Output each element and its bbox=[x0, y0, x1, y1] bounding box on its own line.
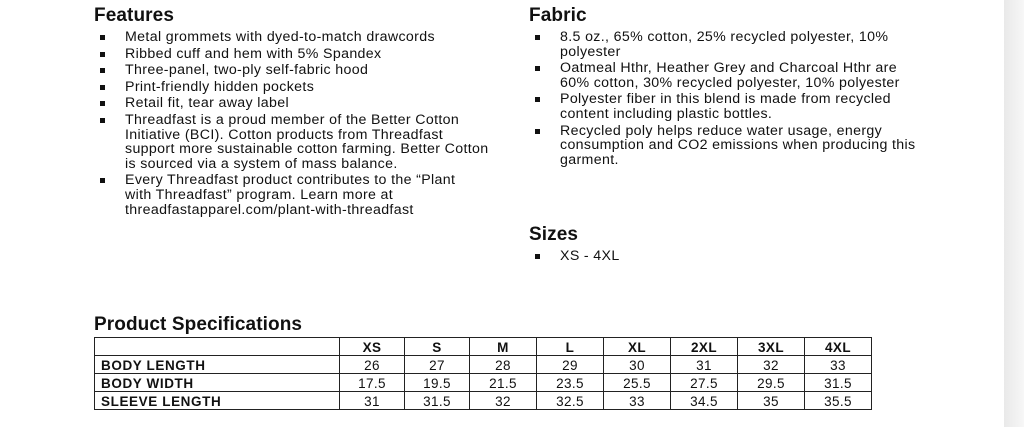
list-item bbox=[529, 249, 929, 264]
table-cell: 25.5 bbox=[604, 374, 671, 392]
bullet-icon bbox=[100, 178, 105, 183]
bullet-icon bbox=[535, 97, 540, 102]
fabric-text: Polyester fiber in this blend is made from recycled content including plastic bottles. bbox=[560, 91, 891, 122]
list-item bbox=[94, 63, 514, 78]
bullet-icon bbox=[100, 52, 105, 57]
table-cell: 34.5 bbox=[671, 392, 738, 410]
product-specifications-section bbox=[94, 315, 872, 410]
feature-text: Retail fit, tear away label bbox=[125, 95, 290, 112]
bullet-icon bbox=[535, 254, 540, 259]
column-header: XL bbox=[604, 338, 671, 356]
bullet-icon bbox=[100, 85, 105, 90]
table-cell: 27.5 bbox=[671, 374, 738, 392]
table-cell: 32 bbox=[738, 356, 805, 374]
column-header: 2XL bbox=[671, 338, 738, 356]
table-cell: 27 bbox=[405, 356, 470, 374]
column-header: 3XL bbox=[738, 338, 805, 356]
table-row bbox=[95, 392, 872, 410]
bullet-icon bbox=[100, 101, 105, 106]
list-item bbox=[94, 173, 514, 217]
row-label: BODY WIDTH bbox=[95, 374, 340, 392]
table-cell: 28 bbox=[470, 356, 537, 374]
table-cell: 33 bbox=[805, 356, 872, 374]
table-cell: 29.5 bbox=[738, 374, 805, 392]
bullet-icon bbox=[535, 35, 540, 40]
table-cell: 26 bbox=[340, 356, 405, 374]
list-item bbox=[94, 47, 514, 62]
fabric-text: Recycled poly helps reduce water usage, energy consumption and CO2 emissions when producing this garment. bbox=[560, 122, 916, 168]
list-item bbox=[94, 96, 514, 111]
table-header-row bbox=[95, 338, 872, 356]
sizes-section bbox=[529, 225, 929, 266]
feature-text: Every Threadfast product contributes to the “Plant with Threadfast” program. Learn more at threadfastapparel.com/plant-with-threadfast bbox=[125, 172, 456, 218]
feature-text: Threadfast is a proud member of the Better Cotton Initiative (BCI). Cotton products from Threadfast support more sustainable cotton farming. Better Cotton is sourced via a system of mass balance. bbox=[125, 111, 489, 172]
table-cell: 32.5 bbox=[537, 392, 604, 410]
table-cell: 35.5 bbox=[805, 392, 872, 410]
sizes-heading: Sizes bbox=[529, 224, 579, 245]
bullet-icon bbox=[535, 66, 540, 71]
list-item bbox=[94, 80, 514, 95]
column-header: L bbox=[537, 338, 604, 356]
table-row bbox=[95, 374, 872, 392]
fabric-text: 8.5 oz., 65% cotton, 25% recycled polyester, 10% polyester bbox=[560, 29, 889, 60]
list-item bbox=[529, 30, 929, 59]
table-row bbox=[95, 356, 872, 374]
feature-text: Ribbed cuff and hem with 5% Spandex bbox=[125, 45, 382, 62]
bullet-icon bbox=[100, 118, 105, 123]
specs-table bbox=[94, 337, 872, 410]
table-cell: 33 bbox=[604, 392, 671, 410]
column-header: M bbox=[470, 338, 537, 356]
column-header: XS bbox=[340, 338, 405, 356]
bullet-icon bbox=[535, 129, 540, 134]
table-cell: 19.5 bbox=[405, 374, 470, 392]
sizes-list bbox=[529, 249, 929, 264]
fabric-text: Oatmeal Hthr, Heather Grey and Charcoal Hthr are 60% cotton, 30% recycled polyester, 10% polyester bbox=[560, 60, 900, 91]
row-label: SLEEVE LENGTH bbox=[95, 392, 340, 410]
features-heading: Features bbox=[94, 5, 175, 26]
table-corner-cell bbox=[95, 338, 340, 356]
list-item bbox=[94, 113, 514, 171]
table-cell: 31.5 bbox=[805, 374, 872, 392]
feature-text: Three-panel, two-ply self-fabric hood bbox=[125, 62, 369, 79]
table-cell: 31.5 bbox=[405, 392, 470, 410]
column-header: 4XL bbox=[805, 338, 872, 356]
table-cell: 29 bbox=[537, 356, 604, 374]
table-cell: 17.5 bbox=[340, 374, 405, 392]
fabric-heading: Fabric bbox=[529, 5, 587, 26]
column-header: S bbox=[405, 338, 470, 356]
table-cell: 30 bbox=[604, 356, 671, 374]
feature-text: Print-friendly hidden pockets bbox=[125, 78, 315, 95]
list-item bbox=[529, 61, 929, 90]
table-cell: 23.5 bbox=[537, 374, 604, 392]
list-item bbox=[529, 124, 929, 168]
table-cell: 31 bbox=[671, 356, 738, 374]
fabric-section bbox=[529, 6, 929, 169]
bullet-icon bbox=[100, 35, 105, 40]
feature-text: Metal grommets with dyed-to-match drawcords bbox=[125, 29, 435, 45]
table-cell: 31 bbox=[340, 392, 405, 410]
table-cell: 32 bbox=[470, 392, 537, 410]
row-label: BODY LENGTH bbox=[95, 356, 340, 374]
fabric-list bbox=[529, 30, 929, 167]
list-item bbox=[94, 30, 514, 45]
specs-heading: Product Specifications bbox=[94, 314, 303, 335]
page-edge bbox=[1004, 0, 1024, 427]
sizes-text: XS - 4XL bbox=[560, 248, 620, 264]
list-item bbox=[529, 92, 929, 121]
features-list bbox=[94, 30, 514, 217]
bullet-icon bbox=[100, 68, 105, 73]
table-cell: 35 bbox=[738, 392, 805, 410]
features-section bbox=[94, 6, 514, 219]
table-cell: 21.5 bbox=[470, 374, 537, 392]
